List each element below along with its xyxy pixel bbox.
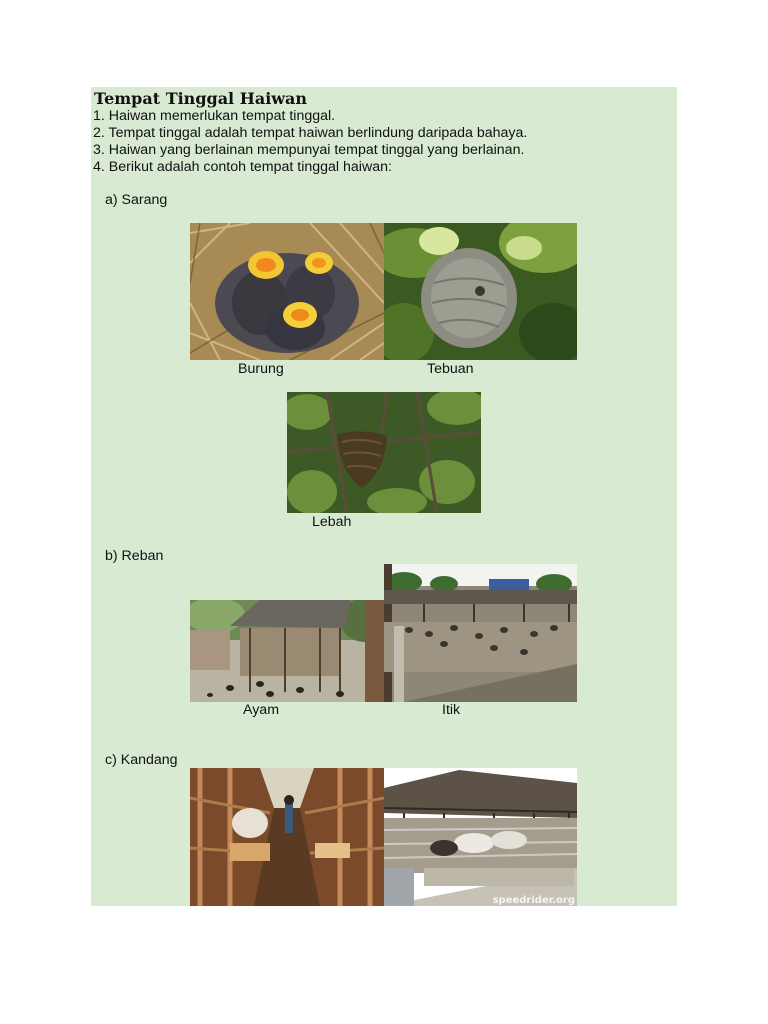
point-1: 1. Haiwan memerlukan tempat tinggal. xyxy=(93,108,336,124)
page-title: Tempat Tinggal Haiwan xyxy=(94,89,308,108)
caption-tebuan: Tebuan xyxy=(427,361,474,377)
watermark: speedrider.org xyxy=(492,895,575,906)
caption-lebah: Lebah xyxy=(312,514,352,530)
point-4: 4. Berikut adalah contoh tempat tinggal haiwan: xyxy=(93,159,392,175)
duck-coop-photo xyxy=(384,564,577,702)
cattle-shed-photo xyxy=(384,768,577,906)
point-2: 2. Tempat tinggal adalah tempat haiwan berlindung daripada bahaya. xyxy=(93,125,528,141)
document-panel xyxy=(91,87,677,906)
point-3: 3. Haiwan yang berlainan mempunyai tempat tinggal yang berlainan. xyxy=(93,142,525,158)
goat-shed-photo xyxy=(190,768,384,906)
section-sarang-label: a) Sarang xyxy=(105,192,168,208)
section-kandang-label: c) Kandang xyxy=(105,752,178,768)
caption-burung: Burung xyxy=(238,361,284,377)
wasp-nest-photo xyxy=(384,223,577,360)
section-reban-label: b) Reban xyxy=(105,548,164,564)
caption-itik: Itik xyxy=(442,702,461,718)
bee-hive-photo xyxy=(287,392,481,513)
bird-nest-photo xyxy=(190,223,384,360)
chicken-coop-photo xyxy=(190,600,384,702)
caption-ayam: Ayam xyxy=(243,702,280,718)
